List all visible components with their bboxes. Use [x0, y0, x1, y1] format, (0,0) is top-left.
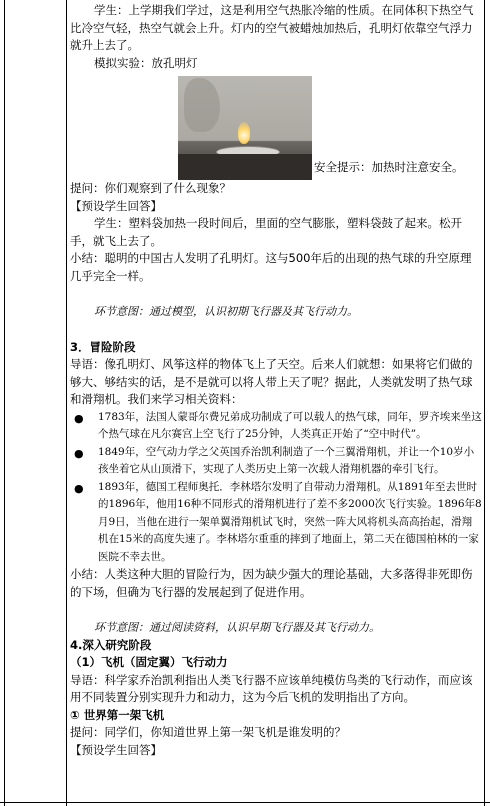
list-item: ● 1783年，法国人蒙哥尔费兄弟成功制成了可以载人的热气球，同年，罗齐埃来坐这个热气球在凡尔赛宫上空飞行了25分钟，人类真正开始了“空中时代”。 [74, 410, 482, 440]
summary-1: 小结：聪明的中国古人发明了孔明灯。这与500年后的出现的热气球的升空原理几乎完全一样。 [70, 251, 472, 283]
simulation-label: 模拟实验：放孔明灯 [94, 55, 198, 70]
table-border-left [4, 0, 5, 806]
section-4-intro: 导语：科学家乔治凯利指出人类飞行器不应该单纯模仿鸟类的飞行动作，而应该用不同装置分别实现升力和动力，这为今后飞机的发明指出了方向。 [70, 672, 473, 704]
preset-answer-1: 【预设学生回答】 [70, 198, 162, 213]
list-item: ● 1849年，空气动力学之父英国乔治凯利制造了一个三翼滑翔机，并让一个10岁小孩坐着它从山顶滑下，实现了人类历史上第一次载人滑翔机器的牵引飞行。 [74, 445, 475, 475]
section-intent-1: 环节意图：通过模型，认识初期飞行器及其飞行动力。 [94, 305, 358, 318]
section-4-subheading: （1）飞机（固定翼）飞行动力 [70, 655, 228, 669]
lesson-cell [70, 2, 482, 759]
section-3-heading: 3．冒险阶段 [70, 339, 136, 354]
question-1: 提问：你们观察到了什么现象？ [70, 181, 231, 195]
section-intent-3: 环节意图：通过阅读资料，认识早期飞行器及其飞行动力。 [94, 621, 380, 634]
summary-3: 小结：人类这种大胆的冒险行为，因为缺少强大的理论基础，大多落得非死即伤的下场，但确为飞行器的发展起到了促进作用。 [70, 567, 473, 599]
kongming-lantern-photo [178, 76, 312, 180]
table-border-column [66, 0, 67, 806]
candle-flame [238, 122, 250, 144]
first-airplane-heading: ① 世界第一架飞机 [70, 707, 165, 722]
table-surface [178, 154, 312, 180]
student-answer-1: 学生：塑料袋加热一段时间后，里面的空气膨胀，塑料袋鼓了起来。松开手，就飞上去了。 [70, 216, 462, 248]
photo-row [178, 72, 482, 180]
safety-tip: 安全提示：加热时注意安全。 [314, 159, 464, 174]
table-border-bottom [0, 802, 490, 803]
spacer [70, 321, 482, 339]
question-4: 提问：同学们，你知道世界上第一架飞机是谁发明的？ [70, 725, 346, 739]
hand-shadow [184, 78, 220, 132]
section-4-heading: 4.深入研究阶段 [70, 637, 152, 652]
list-item: ● 1893年，德国工程师奥托．李林塔尔发明了自带动力滑翔机。从1891年至去世时的1896年，他用16种不同形式的滑翔机进行了差不多2000次飞行实验。1896年8月9日，当他在进行一架单翼滑翔机试飞时，突然一阵大风将机头高高抬起，滑翔机在15米的高度失速了。李林塔尔重重的摔到了地面上，第二天在德国柏林的一家医院不幸去世。 [74, 480, 482, 563]
table-border-right [484, 0, 485, 806]
section-3-intro: 导语：像孔明灯、风筝这样的物体飞上了天空。后来人们就想：如果将它们做的够大、够结实的话，是不是就可以将人带上天了呢？据此，人类就发明了热气球和滑翔机。我们来学习相关资料： [70, 357, 473, 406]
preset-answer-4: 【预设学生回答】 [70, 742, 162, 757]
spacer [70, 285, 482, 303]
spacer [70, 601, 482, 619]
student-explanation: 学生：上学期我们学过，这是利用空气热胀冷缩的性质。在同体积下热空气比冷空气轻，热空气就会上升。灯内的空气被蜡烛加热后，孔明灯依靠空气浮力就升上去了。 [70, 3, 474, 52]
